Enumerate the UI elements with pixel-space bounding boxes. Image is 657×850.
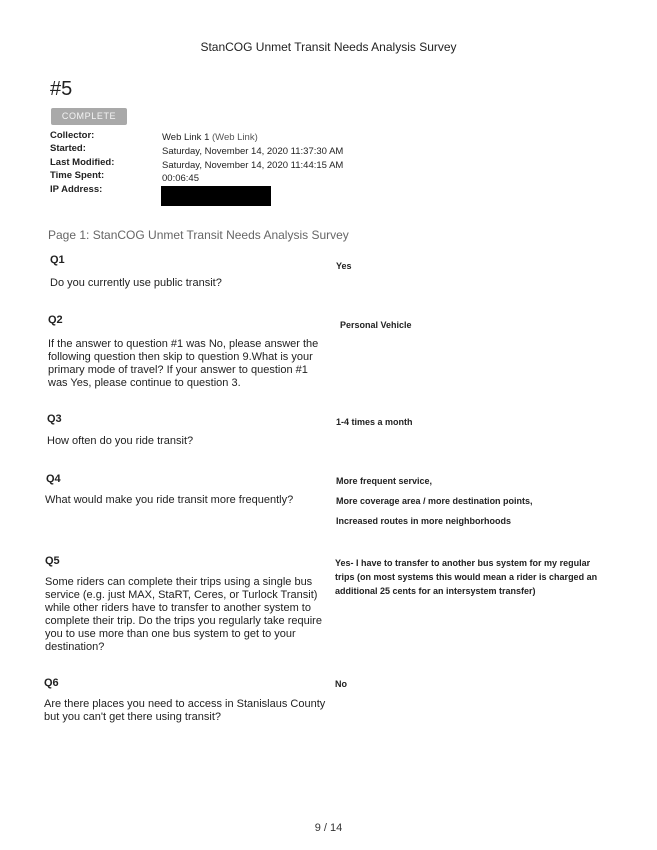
response-number: #5: [50, 78, 73, 100]
status-badge: COMPLETE: [51, 108, 127, 125]
q6-label: Q6: [44, 677, 59, 689]
q4-answer-3: Increased routes in more neighborhoods: [336, 516, 512, 526]
q2-answer-1: Personal Vehicle: [340, 320, 412, 330]
q5-text: Some riders can complete their trips using a single bus service (e.g. just MAX, StaRT, Ceres, or Turlock Transit) while other riders have to transfer to another system to complete their trip. Do the trips you regularly take require you to use more than one bus system to get to your destination?: [45, 576, 322, 653]
q1-answer-1: Yes: [336, 261, 352, 271]
q4-label: Q4: [46, 473, 61, 485]
q3-text: How often do you ride transit?: [47, 435, 194, 447]
q4-answer-2: More coverage area / more destination points,: [336, 496, 533, 506]
q6-answer-1: No: [335, 679, 347, 689]
q5-label: Q5: [45, 555, 60, 567]
started-label: Started:: [50, 143, 86, 154]
survey-title: StanCOG Unmet Transit Needs Analysis Survey: [200, 40, 457, 54]
q5-answer-1: Yes- I have to transfer to another bus system for my regular trips (on most systems this would mean a rider is charged an additional 25 cents for an intersystem transfer): [335, 558, 598, 596]
collector-label: Collector:: [50, 130, 95, 141]
page-indicator: 9 / 14: [314, 822, 343, 834]
q3-answer: [336, 415, 616, 435]
last-modified-label: Last Modified:: [50, 157, 115, 168]
ip-address-redaction: [161, 186, 271, 206]
q3-answer-1: 1-4 times a month: [336, 417, 413, 427]
q1-answer: [336, 259, 616, 279]
section-title: Page 1: StanCOG Unmet Transit Needs Analysis Survey: [48, 228, 349, 242]
q5-answer: [335, 556, 605, 604]
q2-answer: [340, 318, 620, 338]
started-value: Saturday, November 14, 2020 11:37:30 AM: [162, 146, 344, 157]
q6-text: Are there places you need to access in Stanislaus County but you can't get there using transit?: [44, 698, 326, 723]
q4-text: What would make you ride transit more frequently?: [45, 494, 294, 506]
last-modified-value: Saturday, November 14, 2020 11:44:15 AM: [162, 160, 344, 171]
q3-label: Q3: [47, 413, 62, 425]
ip-address-label: IP Address:: [50, 184, 103, 195]
q4-answer-1: More frequent service,: [336, 476, 433, 486]
time-spent-label: Time Spent:: [50, 170, 105, 181]
q2-text: If the answer to question #1 was No, please answer the following question then skip to question 9.What is your primary mode of travel? If your answer to question #1 was Yes, please continue to question 3.: [48, 338, 319, 389]
q2-label: Q2: [48, 314, 63, 326]
time-spent-value: 00:06:45: [162, 173, 199, 184]
collector-name: Web Link 1: [162, 132, 210, 143]
collector-type: (Web Link): [212, 132, 258, 143]
q1-label: Q1: [50, 254, 65, 266]
collector-value: [162, 132, 258, 143]
q6-answer: [335, 677, 605, 697]
q1-text: Do you currently use public transit?: [50, 277, 222, 289]
q4-answer: [336, 474, 636, 534]
